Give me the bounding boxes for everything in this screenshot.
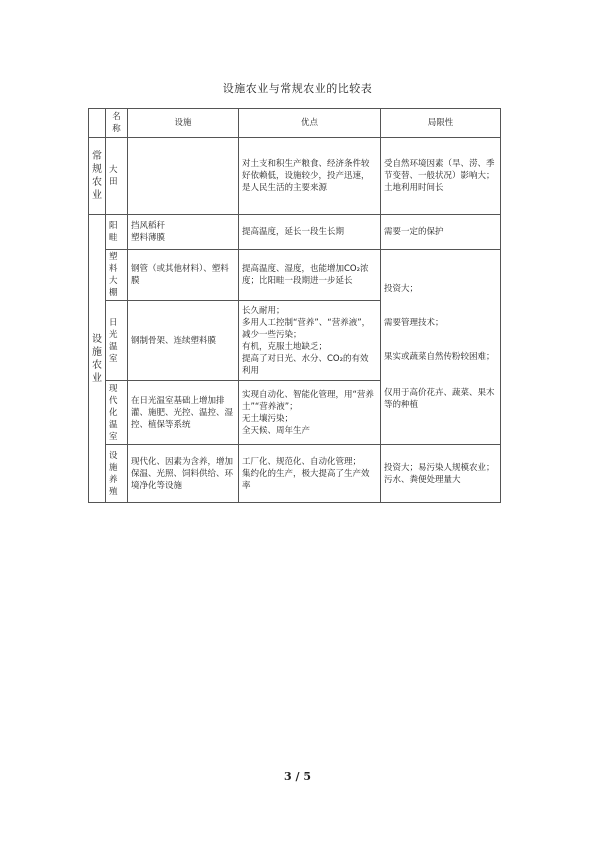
table-row [89,445,501,503]
limitation-line: 仅用于高价花卉、蔬菜、果木等的种植 [384,388,495,410]
row-facility: 钢制骨架、连续塑料膜 [128,301,239,381]
table-header-row [89,109,501,138]
header-name: 名称 [106,109,128,138]
facility-line: 塑料薄膜 [131,233,166,243]
row-advantages [239,301,381,381]
table-row [89,250,501,301]
page-number: 3 / 5 [284,770,311,783]
advantage-line: 实现自动化、智能化管理，用“营养土”“营养液”； [242,389,374,412]
row-advantages: 提高温度，延长一段生长期 [239,215,381,250]
row-facility [128,138,239,215]
limitation-line: 果实或蔬菜自然传粉较困难； [384,352,495,362]
row-advantages: 提高温度、湿度，也能增加CO₂浓度；比阳畦一段期进一步延长 [239,250,381,301]
row-limitations [381,250,501,445]
facility-line: 挡风稻秆 [131,221,166,231]
row-limitations: 受自然环境因素（旱、涝、季节变替、一般状况）影响大；土地利用时间长 [381,138,501,215]
row-name: 塑料大棚 [106,250,128,301]
limitation-line: 需要管理技术； [384,318,444,328]
row-advantages [239,381,381,445]
row-name: 阳畦 [106,215,128,250]
row-limitations: 投资大；易污染人规模农业；污水、粪便处理量大 [381,445,501,503]
category-facility: 设施农业 [89,215,106,503]
header-limitations: 局限性 [381,109,501,138]
page-title: 设施农业与常规农业的比较表 [222,82,373,95]
table-row [89,215,501,250]
row-name: 现代化温室 [106,381,128,445]
advantage-line: 提高了对日光、水分、CO₂的有效利用 [242,353,369,376]
row-name: 大田 [106,138,128,215]
row-advantages: 对土支和积生产粮食、经济条件较好依赖低，设施较少，投产迅速，是人民生活的主要来源 [239,138,381,215]
header-facility: 设施 [128,109,239,138]
comparison-table [88,108,501,503]
advantage-line: 无土壤污染； [242,413,294,424]
row-advantages [239,445,381,503]
row-facility: 钢管（或其他材料）、塑料膜 [128,250,239,301]
row-limitations: 需要一定的保护 [381,215,501,250]
advantage-line: 全天候、周年生产 [242,425,311,436]
table-row [89,138,501,215]
row-facility: 现代化、因素为含养，增加保温、光照、饲料供给、环境净化等设施 [128,445,239,503]
header-empty [89,109,106,138]
row-facility [128,215,239,250]
row-facility: 在日光温室基础上增加排灌、施肥、光控、温控、湿控、植保等系统 [128,381,239,445]
row-name: 设施养殖 [106,445,128,503]
category-conventional: 常规农业 [89,138,106,215]
header-advantages: 优点 [239,109,381,138]
advantage-line: 工厂化、规范化、自动化管理； [242,456,362,467]
row-name: 日光温室 [106,301,128,381]
limitation-line: 投资大； [384,284,419,294]
advantage-line: 有机，克服土地缺乏； [242,341,328,352]
advantage-line: 多用人工控制“营养”、“营养液”，减少一些污染； [242,317,371,340]
advantage-line: 集约化的生产，极大提高了生产效率 [242,468,370,491]
advantage-line: 长久耐用； [242,305,285,316]
